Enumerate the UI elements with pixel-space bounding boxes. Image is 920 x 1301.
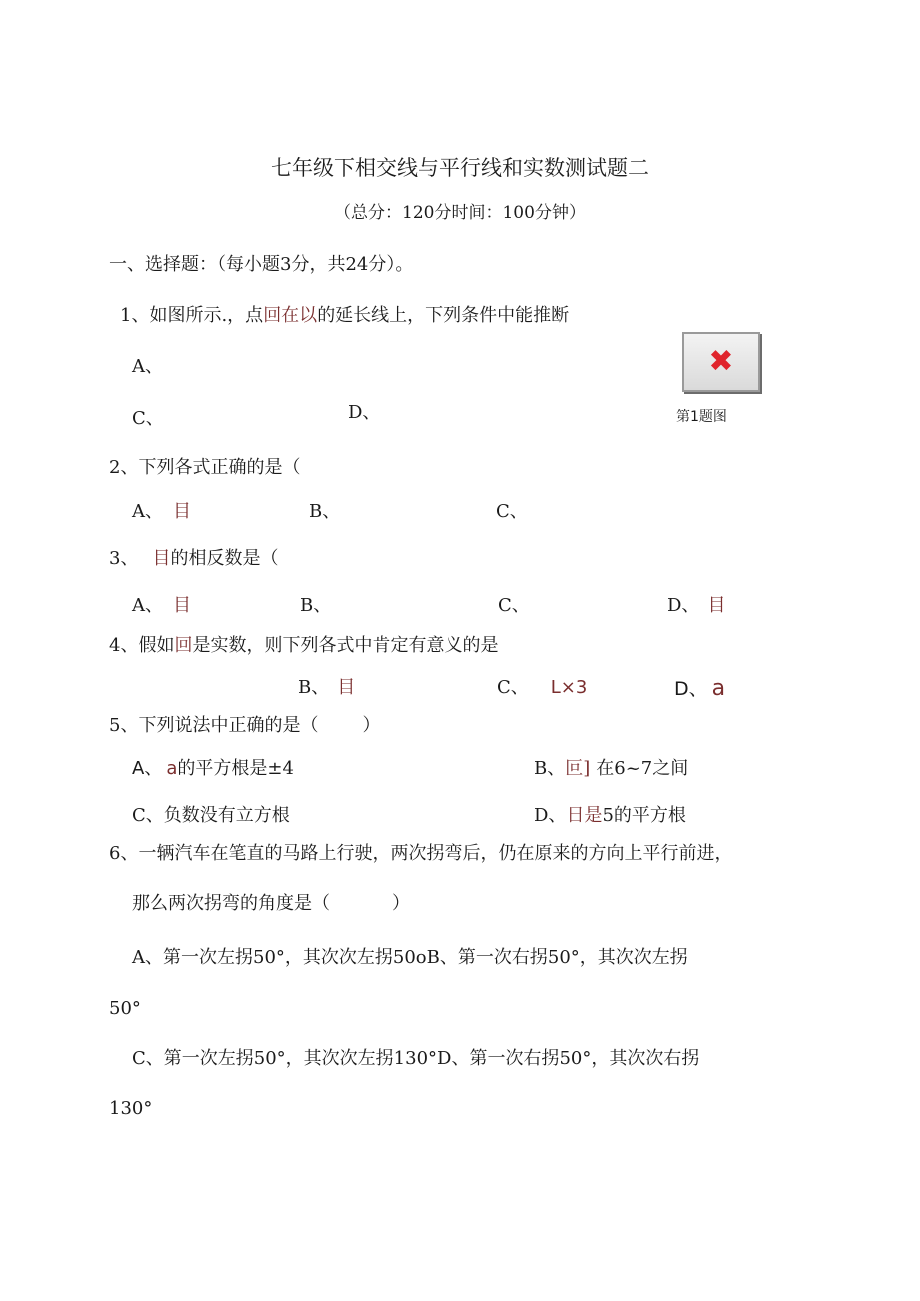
question-6-options-cd-cont: 130° xyxy=(109,1098,153,1119)
question-2-option-c: C、 xyxy=(496,501,528,522)
question-1-option-c: C、 xyxy=(132,408,164,429)
question-1-suffix: 的延长线上，下列条件中能推断 xyxy=(317,305,570,326)
question-4-option-b: B、 目 xyxy=(298,677,356,698)
question-1-highlight: 回在以 xyxy=(263,305,318,326)
question-5-option-c: C、负数没有立方根 xyxy=(132,805,290,826)
question-4-highlight: 回 xyxy=(174,635,193,656)
question-6-line-1: 6、一辆汽车在笔直的马路上行驶，两次拐弯后，仍在原来的方向上平行前进， xyxy=(109,843,733,864)
question-5-option-b: B、叵] 在6~7之间 xyxy=(534,758,689,779)
question-5-stem: 5、下列说法中正确的是（ ） xyxy=(109,715,381,736)
question-3-option-a: A、 目 xyxy=(132,595,191,616)
question-3-option-b: B、 xyxy=(300,595,332,616)
question-1-prefix: 1、如图所示.，点 xyxy=(120,305,264,326)
question-3-option-c: C、 xyxy=(498,595,530,616)
question-1-stem xyxy=(120,307,569,325)
question-3-highlight: 目 xyxy=(152,548,171,569)
question-5-option-a: A、 a的平方根是±4 xyxy=(132,758,294,779)
question-3-option-d: D、 目 xyxy=(667,595,726,616)
question-2-option-a-value: 目 xyxy=(173,501,191,522)
question-6-options-ab-cont: 50° xyxy=(109,998,141,1019)
score-time-info: （总分：120分时间：100分钟） xyxy=(334,203,586,223)
section-heading: 一、选择题：（每小题3分，共24分）。 xyxy=(109,254,414,275)
question-6-options-cd: C、第一次左拐50°，其次次左拐130°D、第一次右拐50°，其次次右拐 xyxy=(132,1048,700,1069)
question-5-option-d: D、日是5的平方根 xyxy=(534,805,686,826)
question-6-options-ab: A、第一次左拐50°，其次次左拐50oB、第一次右拐50°，其次次左拐 xyxy=(132,947,688,968)
question-2-option-a: A、 目 xyxy=(132,501,191,522)
question-6-line-2: 那么两次拐弯的角度是（ ） xyxy=(132,893,410,914)
page-title: 七年级下相交线与平行线和实数测试题二 xyxy=(271,156,649,180)
question-2-option-b: B、 xyxy=(309,501,341,522)
question-1-option-a: A、 xyxy=(132,356,163,377)
question-4-option-d: D、 a xyxy=(674,676,726,701)
broken-image-icon: ✖ xyxy=(708,344,734,379)
question-1-option-d: D、 xyxy=(348,402,381,423)
question-4-stem: 4、假如回是实数，则下列各式中肯定有意义的是 xyxy=(109,635,499,656)
figure-caption: 第1题图 xyxy=(676,409,727,425)
question-2-stem: 2、下列各式正确的是（ xyxy=(109,457,301,478)
question-3-stem: 3、 目的相反数是（ xyxy=(109,548,279,569)
question-4-option-c: C、 L×3 xyxy=(497,677,588,698)
question-1-figure xyxy=(682,332,760,392)
